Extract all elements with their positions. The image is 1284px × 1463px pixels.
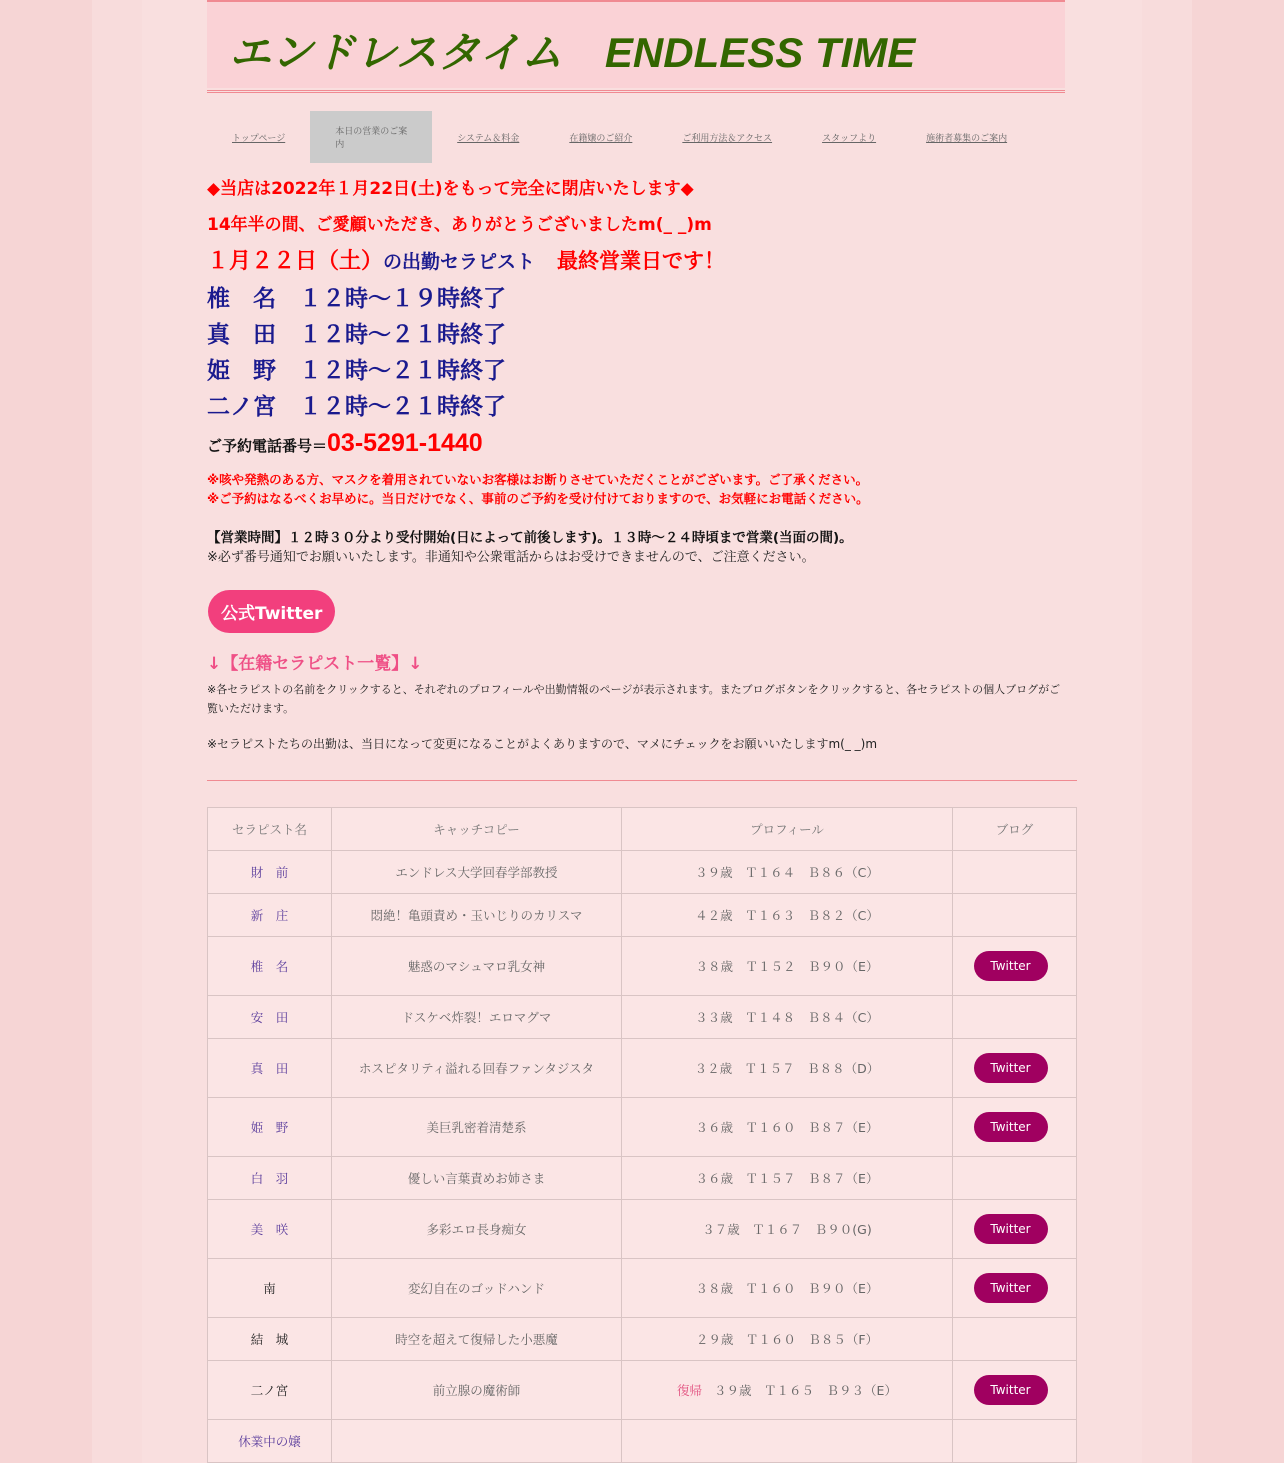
profile-text: ３６歳 Ｔ１５７ Ｂ８７（E） — [695, 1171, 879, 1186]
profile-cell — [622, 894, 953, 937]
header-name: セラピスト名 — [208, 808, 332, 851]
therapist-table — [207, 807, 1077, 1463]
today-heading — [207, 243, 1077, 281]
blog-cell — [953, 894, 1077, 937]
twitter-button[interactable]: Twitter — [974, 1375, 1048, 1405]
closing-notice: ◆当店は2022年１月22日(土)をもって完全に閉店いたします◆ — [207, 179, 694, 199]
table-row — [208, 1361, 1077, 1420]
return-badge: 復帰 — [677, 1383, 703, 1398]
blog-cell — [953, 1098, 1077, 1157]
caller-id-note: ※必ず番号通知でお願いいたします。非通知や公衆電話からはお受けできませんので、ご注意ください。 — [207, 550, 815, 565]
profile-text: ３７歳 Ｔ１６７ Ｂ９０(G) — [702, 1222, 872, 1237]
table-row — [208, 937, 1077, 996]
blog-cell — [953, 937, 1077, 996]
therapist-name[interactable]: 真 田 — [208, 1039, 332, 1098]
catch-copy: 優しい言葉責めお姉さま — [332, 1157, 622, 1200]
blog-cell — [953, 996, 1077, 1039]
reserve-label: ご予約電話番号＝ — [207, 437, 328, 455]
catch-copy: ドスケベ炸裂！エロマグマ — [332, 996, 622, 1039]
blog-cell — [953, 1361, 1077, 1420]
profile-text: ４２歳 Ｔ１６３ Ｂ８２（C） — [695, 908, 879, 923]
nav-item-1[interactable]: 本日の営業のご案内 — [310, 111, 432, 163]
twitter-button[interactable]: Twitter — [974, 951, 1048, 981]
warning-mask: ※咳や発熱のある方、マスクを着用されていないお客様はお断りさせていただくことがございます。ご了承ください。 — [207, 472, 869, 487]
blog-cell — [953, 1157, 1077, 1200]
therapist-name[interactable]: 新 庄 — [208, 894, 332, 937]
table-row — [208, 1259, 1077, 1318]
shift-line: 二ノ宮 １２時～２１時終了 — [207, 394, 506, 420]
warning-notes — [207, 470, 1077, 508]
page — [207, 0, 1077, 1463]
main-nav — [207, 111, 1077, 163]
table-row — [208, 851, 1077, 894]
table-row — [208, 1157, 1077, 1200]
twitter-button[interactable]: Twitter — [974, 1053, 1048, 1083]
profile-cell — [622, 937, 953, 996]
header-catch: キャッチコピー — [332, 808, 622, 851]
blog-cell — [953, 851, 1077, 894]
profile-text: ３６歳 Ｔ１６０ Ｂ８７（E） — [695, 1120, 879, 1135]
catch-copy: 美巨乳密着清楚系 — [332, 1098, 622, 1157]
header-profile: プロフィール — [622, 808, 953, 851]
therapist-name[interactable]: 休業中の嬢 — [208, 1420, 332, 1463]
catch-copy: 前立腺の魔術師 — [332, 1361, 622, 1420]
shift-line: 真 田 １２時～２１時終了 — [207, 322, 506, 348]
table-row — [208, 996, 1077, 1039]
nav-item-5[interactable]: スタッフより — [822, 133, 877, 144]
reservation-line — [207, 429, 1077, 458]
table-row — [208, 1200, 1077, 1259]
therapist-name[interactable]: 姫 野 — [208, 1098, 332, 1157]
today-label: の出勤セラピスト — [383, 251, 536, 273]
profile-text: ３８歳 Ｔ１５２ Ｂ９０（E） — [695, 959, 879, 974]
nav-item-6[interactable]: 施術者募集のご案内 — [926, 133, 1008, 144]
today-date: １月２２日（土） — [207, 249, 384, 274]
official-twitter-button[interactable]: 公式Twitter — [208, 590, 335, 633]
nav-item-0[interactable]: トップページ — [232, 133, 286, 144]
site-title[interactable]: エンドレスタイム ENDLESS TIME — [229, 29, 916, 76]
table-row — [208, 894, 1077, 937]
therapist-name[interactable]: 白 羽 — [208, 1157, 332, 1200]
profile-cell — [622, 1200, 953, 1259]
twitter-button[interactable]: Twitter — [974, 1112, 1048, 1142]
shift-line: 姫 野 １２時～２１時終了 — [207, 358, 506, 384]
site-header — [207, 0, 1065, 88]
shift-list — [207, 281, 1077, 425]
twitter-button[interactable]: Twitter — [974, 1273, 1048, 1303]
notice-section — [207, 171, 1077, 754]
table-row — [208, 1039, 1077, 1098]
business-hours: 【営業時間】１２時３０分より受付開始(日によって前後します)。１３時～２４時頃まで営業(当面の間)。 — [207, 530, 853, 546]
table-row — [208, 1420, 1077, 1463]
profile-text: ３３歳 Ｔ１４８ Ｂ８４（C） — [695, 1010, 879, 1025]
therapist-name[interactable]: 美 咲 — [208, 1200, 332, 1259]
header-divider — [207, 90, 1065, 93]
catch-copy: エンドレス大学回春学部教授 — [332, 851, 622, 894]
catch-copy: ホスピタリティ溢れる回春ファンタジスタ — [332, 1039, 622, 1098]
catch-copy: 変幻自在のゴッドハンド — [332, 1259, 622, 1318]
list-note-schedule: ※セラピストたちの出勤は、当日になって変更になることがよくありますので、マメにチェックをお願いいたしますm(_ _)m — [207, 737, 878, 751]
profile-cell — [622, 1157, 953, 1200]
profile-text: ３２歳 Ｔ１５７ Ｂ８８（D） — [694, 1061, 880, 1076]
blog-cell — [953, 1259, 1077, 1318]
catch-copy: 多彩エロ長身痴女 — [332, 1200, 622, 1259]
table-row — [208, 1098, 1077, 1157]
profile-cell — [622, 1361, 953, 1420]
blog-cell — [953, 1318, 1077, 1361]
therapist-name[interactable]: 椎 名 — [208, 937, 332, 996]
section-divider — [207, 780, 1077, 781]
catch-copy — [332, 1420, 622, 1463]
catch-copy: 悶絶！亀頭責め・玉いじりのカリスマ — [332, 894, 622, 937]
profile-text: ３９歳 Ｔ１６４ Ｂ８６（C） — [695, 865, 879, 880]
header-blog: ブログ — [953, 808, 1077, 851]
profile-cell — [622, 996, 953, 1039]
profile-cell — [622, 1420, 953, 1463]
catch-copy: 時空を超えて復帰した小悪魔 — [332, 1318, 622, 1361]
final-day-label: 最終営業日です！ — [557, 249, 726, 273]
blog-cell — [953, 1420, 1077, 1463]
thanks-message: 14年半の間、ご愛顧いただき、ありがとうございましたm(_ _)m — [207, 215, 712, 235]
profile-text: ３８歳 Ｔ１６０ Ｂ９０（E） — [695, 1281, 879, 1296]
warning-reservation: ※ご予約はなるべくお早めに。当日だけでなく、事前のご予約を受け付けておりますので、お気軽にお電話ください。 — [207, 491, 869, 506]
therapist-list-heading: ↓【在籍セラピスト一覧】↓ — [207, 654, 423, 674]
profile-cell — [622, 1098, 953, 1157]
shift-line: 椎 名 １２時～１９時終了 — [207, 286, 506, 312]
catch-copy: 魅惑のマシュマロ乳女神 — [332, 937, 622, 996]
therapist-name[interactable]: 結 城 — [208, 1318, 332, 1361]
twitter-button[interactable]: Twitter — [974, 1214, 1048, 1244]
profile-cell — [622, 1318, 953, 1361]
profile-text: ２９歳 Ｔ１６０ Ｂ８５（F） — [695, 1332, 879, 1347]
list-note-click: ※各セラピストの名前をクリックすると、それぞれのプロフィールや出勤情報のページが表示されます。またブログボタンをクリックすると、各セラピストの個人ブログがご覧いただけます。 — [207, 683, 1061, 715]
nav-item-4[interactable]: ご利用方法＆アクセス — [682, 133, 773, 144]
phone-number[interactable]: 03-5291-1440 — [327, 429, 483, 457]
therapist-name[interactable]: 南 — [208, 1259, 332, 1318]
therapist-name[interactable]: 財 前 — [208, 851, 332, 894]
profile-cell — [622, 851, 953, 894]
therapist-name[interactable]: 二ノ宮 — [208, 1361, 332, 1420]
table-row — [208, 1318, 1077, 1361]
profile-text: ３９歳 Ｔ１６５ Ｂ９３（E） — [714, 1383, 897, 1398]
therapist-name[interactable]: 安 田 — [208, 996, 332, 1039]
blog-cell — [953, 1200, 1077, 1259]
blog-cell — [953, 1039, 1077, 1098]
profile-cell — [622, 1259, 953, 1318]
table-header-row — [208, 808, 1077, 851]
profile-cell — [622, 1039, 953, 1098]
nav-item-2[interactable]: システム＆料金 — [457, 133, 520, 144]
nav-item-3[interactable]: 在籍嬢のご紹介 — [569, 133, 633, 144]
